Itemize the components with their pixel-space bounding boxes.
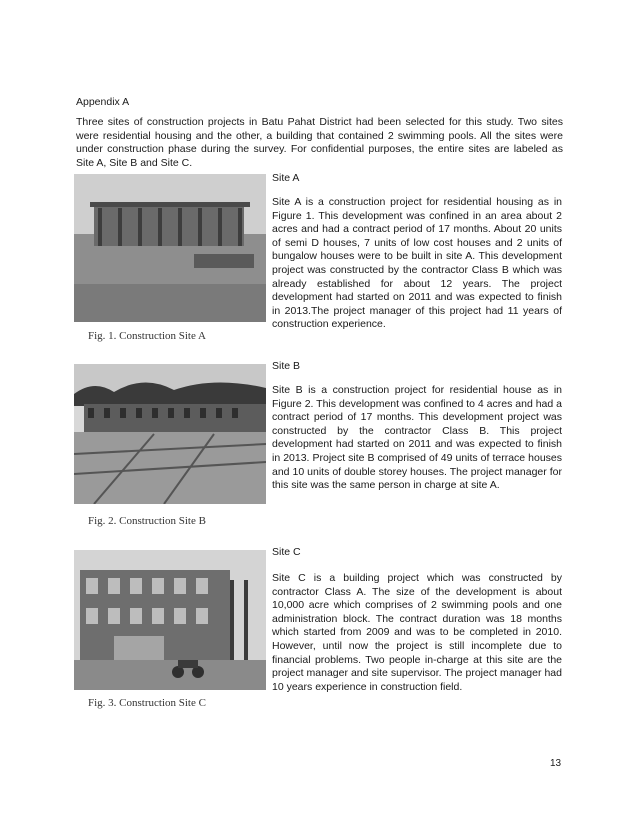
site-c-label: Site C [272, 546, 301, 558]
figure-1-caption: Fig. 1. Construction Site A [88, 330, 206, 342]
site-a-description: Site A is a construction project for residential housing as in Figure 1. This development was confined in an area about 2 acres and had a contract period of 17 months. About 20 units of semi D houses, 7 units of low cost houses and 2 units of bungalow houses were to be built in site A. This development project was constructed by the contractor Class B which was already established for about 12 years. The project development had started on 2011 and was expected to finish in 2013.The project manager of this project had 11 years of construction experience. [272, 196, 562, 331]
site-b-photo [74, 364, 266, 504]
site-a-label: Site A [272, 172, 300, 184]
site-a-photo [74, 174, 266, 322]
page-number: 13 [550, 758, 562, 769]
site-c-photo [74, 550, 266, 690]
intro-paragraph: Three sites of construction projects in Batu Pahat District had been selected for this study. Two sites were residential housing and the other, a building that contained 2 swimming pools. All the sites were under construction phase during the survey. For confidential purposes, the entire sites are labeled as Site A, Site B and Site C. [76, 116, 563, 169]
site-b-label: Site B [272, 360, 301, 372]
appendix-heading: Appendix A [76, 96, 130, 108]
figure-2-caption: Fig. 2. Construction Site B [88, 515, 206, 527]
figure-3-caption: Fig. 3. Construction Site C [88, 697, 206, 709]
site-c-description: Site C is a building project which was constructed by contractor Class A. The size of the development is about 10,000 acre which comprises of 2 swimming pools and one administration block. The contract duration was 18 months which started from 2009 and was to be completed in 2010. However, until now the project is still incomplete due to financial problems. Two people in-charge at this site are the project manager and site supervisor. The project manager had 10 years experience in construction field. [272, 572, 562, 693]
site-b-description: Site B is a construction project for residential house as in Figure 2. This development was confined to 4 acres and had a contract period of 17 months. This development project was constructed by the contractor Class B. This project development had started on 2011 and was expected to finish in 2013. Project site B comprised of 49 units of terrace houses and 10 units of double storey houses. The project manager for this site was the same person in charge at site A. [272, 384, 562, 492]
